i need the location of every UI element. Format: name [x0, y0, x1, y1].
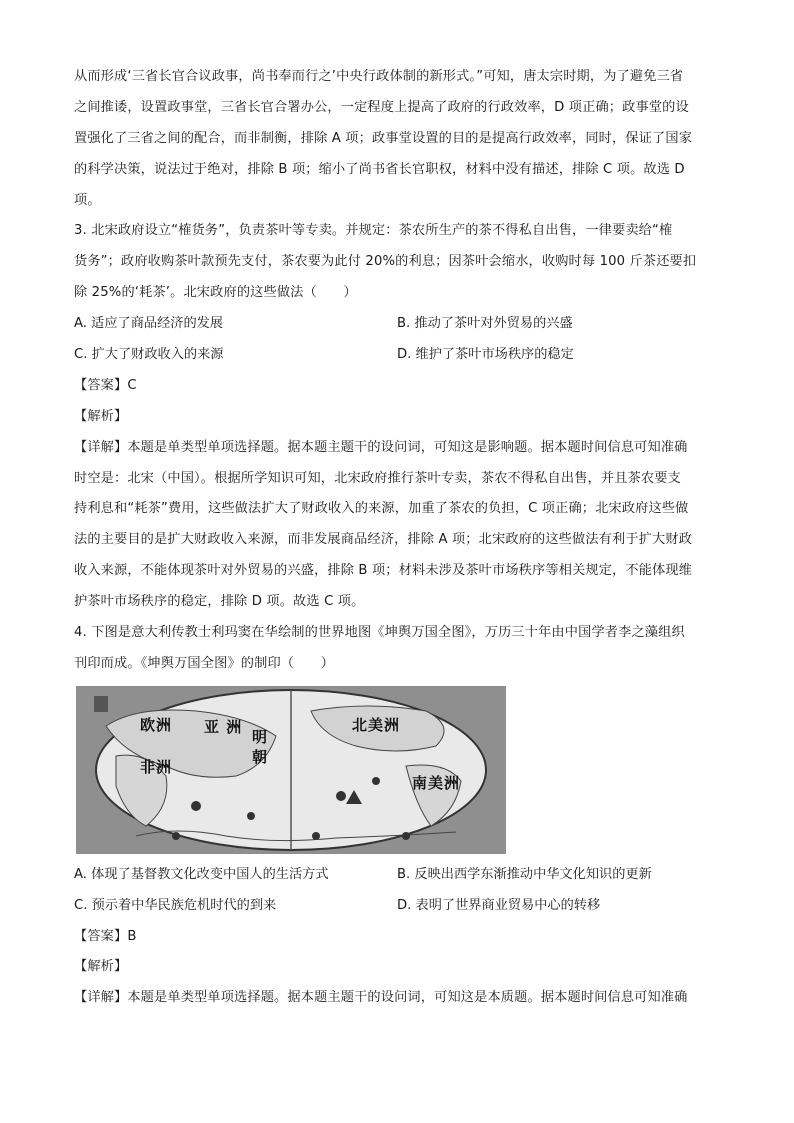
analysis-label: 【解析】: [74, 959, 128, 975]
question-stem-line: 刊印而成。《坤舆万国全图》的制印（ ）: [74, 655, 335, 671]
detail-line: 【详解】本题是单类型单项选择题。据本题主题干的设问词，可知这是本质题。据本题时间信息可知准确: [74, 990, 688, 1006]
question-3: [74, 216, 722, 618]
options-row: [74, 891, 722, 922]
world-map-image: [76, 686, 506, 854]
question-stem-line: 3. 北宋政府设立“榷货务”，负责茶叶等专卖。并规定：茶农所生产的茶不得私自出售，一律要卖给“榷: [74, 223, 673, 239]
map-label-europe: 欧洲: [140, 715, 173, 734]
option-b: B. 推动了茶叶对外贸易的兴盛: [397, 316, 573, 332]
map-label-ming-1: 明: [252, 727, 269, 746]
option-d: D. 维护了茶叶市场秩序的稳定: [397, 347, 574, 363]
document-page: [74, 62, 722, 1014]
text-line: 项。: [74, 192, 101, 208]
option-d: D. 表明了世界商业贸易中心的转移: [397, 897, 601, 913]
map-label-ming-2: 朝: [252, 747, 269, 766]
option-c: C. 预示着中华民族危机时代的到来: [74, 897, 277, 913]
previous-answer-continuation: [74, 62, 722, 216]
question-stem-line: 除 25%的‘耗茶’。北宋政府的这些做法（ ）: [74, 285, 357, 301]
question-stem-line: 货务”；政府收购茶叶款预先支付，茶农要为此付 20%的利息；因茶叶会缩水，收购时每 100 斤茶还要扣: [74, 254, 697, 270]
detail-line: 护茶叶市场秩序的稳定，排除 D 项。故选 C 项。: [74, 594, 365, 610]
question-4: [74, 618, 722, 1014]
map-label-asia: 亚 洲: [204, 717, 243, 736]
answer-line: 【答案】B: [74, 928, 137, 944]
detail-line: 收入来源，不能体现茶叶对外贸易的兴盛，排除 B 项；材料未涉及茶叶市场秩序等相关规定，不能体现维: [74, 563, 693, 579]
text-line: 的科学决策，说法过于绝对，排除 B 项；缩小了尚书省长官职权，材料中没有描述，排除 C 项。故选 D: [74, 161, 685, 177]
options-row: [74, 860, 722, 891]
analysis-label: 【解析】: [74, 408, 128, 424]
options-row: [74, 340, 722, 371]
detail-line: 法的主要目的是扩大财政收入来源，而非发展商品经济，排除 A 项；北宋政府的这些做法有利于扩大财政: [74, 532, 693, 548]
options-row: [74, 309, 722, 340]
option-b: B. 反映出西学东渐推动中华文化知识的更新: [397, 866, 652, 882]
detail-line: 【详解】本题是单类型单项选择题。据本题主题干的设问词，可知这是影响题。据本题时间信息可知准确: [74, 439, 688, 455]
option-a: A. 体现了基督教文化改变中国人的生活方式: [74, 866, 329, 882]
option-a: A. 适应了商品经济的发展: [74, 316, 224, 332]
text-line: 从而形成‘三省长官合议政事，尚书奉而行之’中央行政体制的新形式。”可知，唐太宗时期，为了避免三省: [74, 69, 684, 84]
question-stem-line: 4. 下图是意大利传教士利玛窦在华绘制的世界地图《坤舆万国全图》，万历三十年由中国学者李之藻组织: [74, 625, 685, 641]
option-c: C. 扩大了财政收入的来源: [74, 347, 224, 363]
text-line: 之间推诿，设置政事堂，三省长官合署办公，一定程度上提高了政府的行政效率，D 项正确；政事堂的设: [74, 99, 689, 115]
map-label-africa: 非洲: [140, 757, 173, 776]
text-line: 置强化了三省之间的配合，而非制衡，排除 A 项；政事堂设置的目的是提高行政效率，同时，保证了国家: [74, 130, 693, 146]
answer-line: 【答案】C: [74, 377, 137, 393]
detail-line: 持利息和“耗茶”费用，这些做法扩大了财政收入的来源，加重了茶农的负担，C 项正确；北宋政府这些做: [74, 501, 689, 517]
map-label-north-america: 北美洲: [352, 715, 401, 734]
map-label-south-america: 南美洲: [412, 773, 461, 792]
detail-line: 时空是：北宋（中国）。根据所学知识可知，北宋政府推行茶叶专卖，茶农不得私自出售，并且茶农要支: [74, 470, 681, 486]
